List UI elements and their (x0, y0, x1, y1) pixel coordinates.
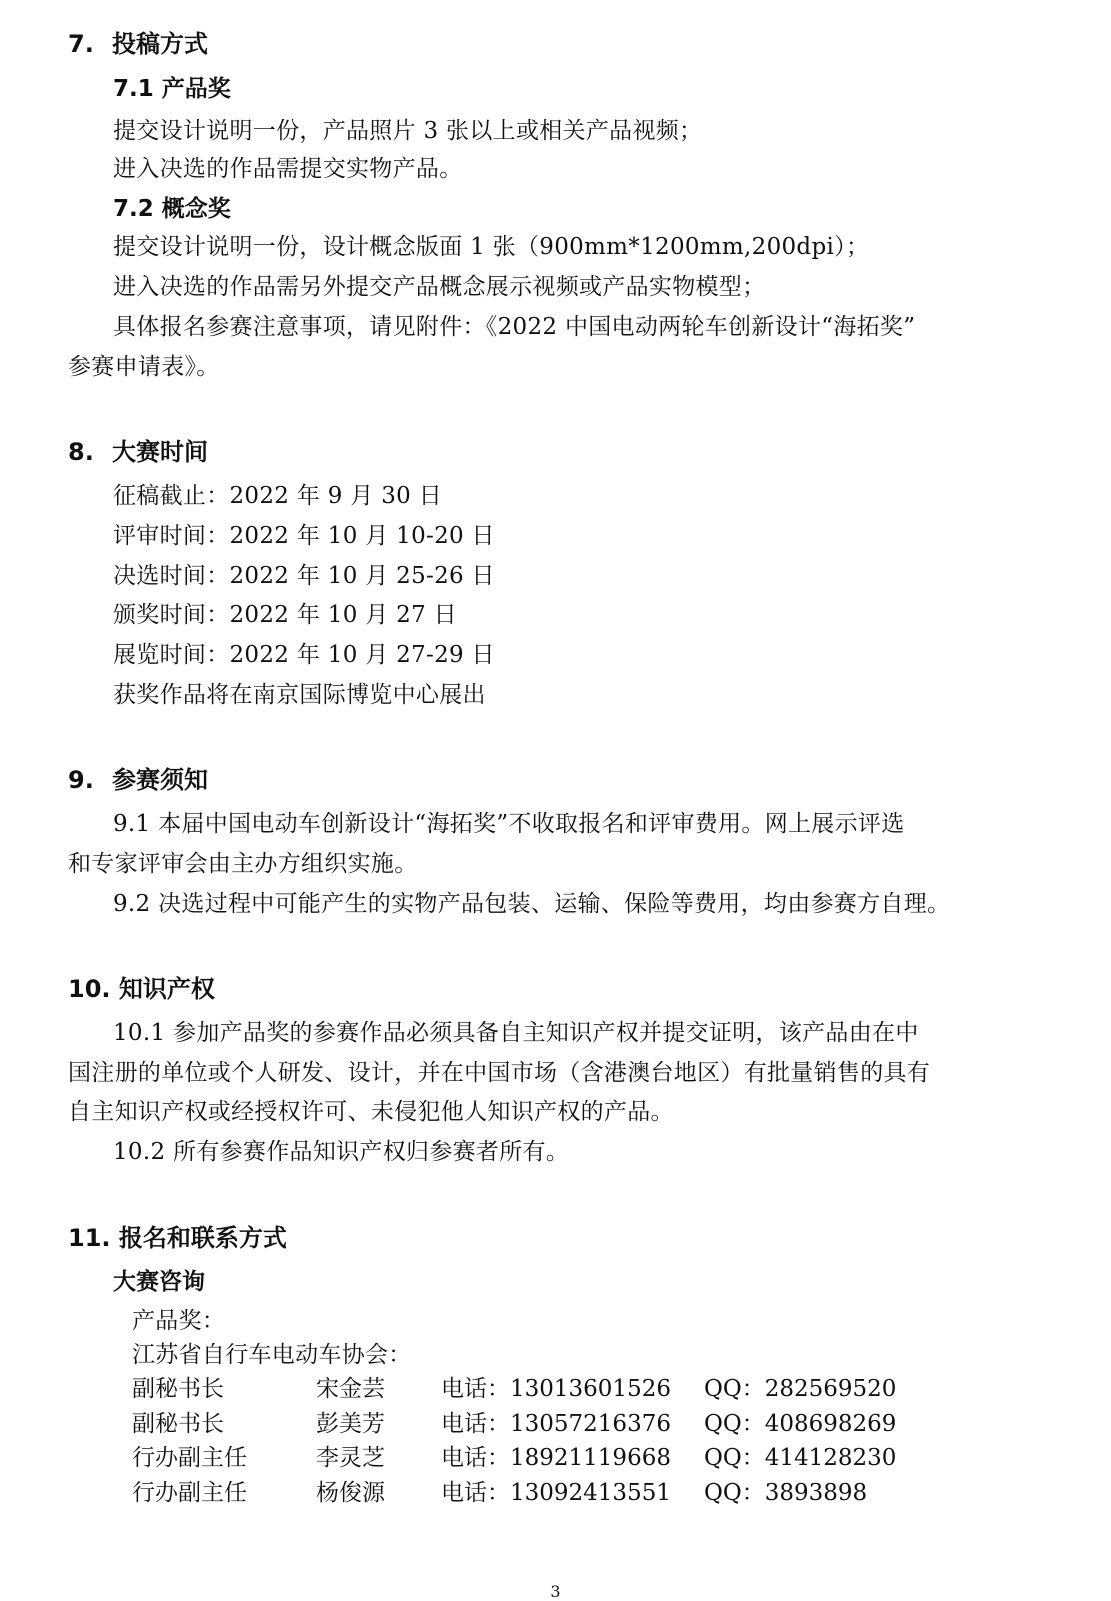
schedule-line: 征稿截止：2022 年 9 月 30 日 (113, 483, 442, 509)
section-8-heading: 8. 大赛时间 (68, 438, 208, 466)
contact-row (0, 1482, 1111, 1508)
contact-row (0, 1413, 1111, 1439)
paragraph-line: 9.2 决选过程中可能产生的实物产品包装、运输、保险等费用，均由参赛方自理。 (113, 891, 951, 917)
contact-qq: QQ：414128230 (704, 1445, 897, 1471)
contact-phone: 电话：13092413551 (441, 1480, 671, 1506)
schedule-line: 颁奖时间：2022 年 10 月 27 日 (113, 602, 457, 628)
contact-phone: 电话：13013601526 (441, 1376, 671, 1402)
contact-role: 副秘书长 (132, 1376, 224, 1402)
consult-heading: 大赛咨询 (113, 1269, 205, 1295)
paragraph-line: 9.1 本届中国电动车创新设计“海拓奖”不收取报名和评审费用。网上展示评选 (113, 811, 905, 837)
contact-row (0, 1378, 1111, 1404)
schedule-line: 展览时间：2022 年 10 月 27-29 日 (113, 642, 495, 668)
paragraph-line: 具体报名参赛注意事项，请见附件：《2022 中国电动两轮车创新设计“海拓奖” (113, 314, 916, 340)
paragraph-line: 10.1 参加产品奖的参赛作品必须具备自主知识产权并提交证明，该产品由在中 (113, 1020, 919, 1046)
paragraph-line: 和专家评审会由主办方组织实施。 (68, 851, 418, 877)
contact-role: 行办副主任 (132, 1480, 247, 1506)
contact-name: 李灵芝 (316, 1445, 385, 1471)
paragraph-line: 进入决选的作品需提交实物产品。 (113, 156, 463, 182)
paragraph-line: 国注册的单位或个人研发、设计，并在中国市场（含港澳台地区）有批量销售的具有 (68, 1060, 931, 1086)
page-number: 3 (550, 1582, 561, 1601)
paragraph-line: 提交设计说明一份，产品照片 3 张以上或相关产品视频； (113, 118, 703, 144)
paragraph-line: 自主知识产权或经授权许可、未侵犯他人知识产权的产品。 (68, 1099, 674, 1125)
contact-role: 行办副主任 (132, 1445, 247, 1471)
paragraph-line: 参赛申请表》。 (68, 354, 220, 380)
schedule-line: 获奖作品将在南京国际博览中心展出 (113, 682, 486, 708)
paragraph-line: 10.2 所有参赛作品知识产权归参赛者所有。 (113, 1139, 570, 1165)
contact-qq: QQ：3893898 (704, 1480, 868, 1506)
section-7-1-heading: 7.1 产品奖 (113, 76, 231, 102)
paragraph-line: 进入决选的作品需另外提交产品概念展示视频或产品实物模型； (113, 274, 766, 300)
organization-label: 江苏省自行车电动车协会： (132, 1342, 412, 1368)
section-10-heading: 10. 知识产权 (68, 975, 215, 1003)
award-label: 产品奖： (132, 1308, 226, 1334)
section-11-heading: 11. 报名和联系方式 (68, 1224, 287, 1252)
contact-qq: QQ：282569520 (704, 1376, 897, 1402)
contact-name: 彭美芳 (316, 1411, 385, 1437)
contact-qq: QQ：408698269 (704, 1411, 897, 1437)
contact-row (0, 1447, 1111, 1473)
section-9-heading: 9. 参赛须知 (68, 766, 208, 794)
contact-role: 副秘书长 (132, 1411, 224, 1437)
section-7-heading: 7. 投稿方式 (68, 30, 208, 58)
schedule-line: 决选时间：2022 年 10 月 25-26 日 (113, 563, 495, 589)
schedule-line: 评审时间：2022 年 10 月 10-20 日 (113, 523, 495, 549)
contact-name: 宋金芸 (316, 1376, 385, 1402)
paragraph-line: 提交设计说明一份，设计概念版面 1 张（900mm*1200mm,200dpi）； (113, 234, 870, 260)
section-7-2-heading: 7.2 概念奖 (113, 196, 231, 222)
contact-phone: 电话：18921119668 (441, 1445, 671, 1471)
contact-phone: 电话：13057216376 (441, 1411, 671, 1437)
contact-name: 杨俊源 (316, 1480, 385, 1506)
